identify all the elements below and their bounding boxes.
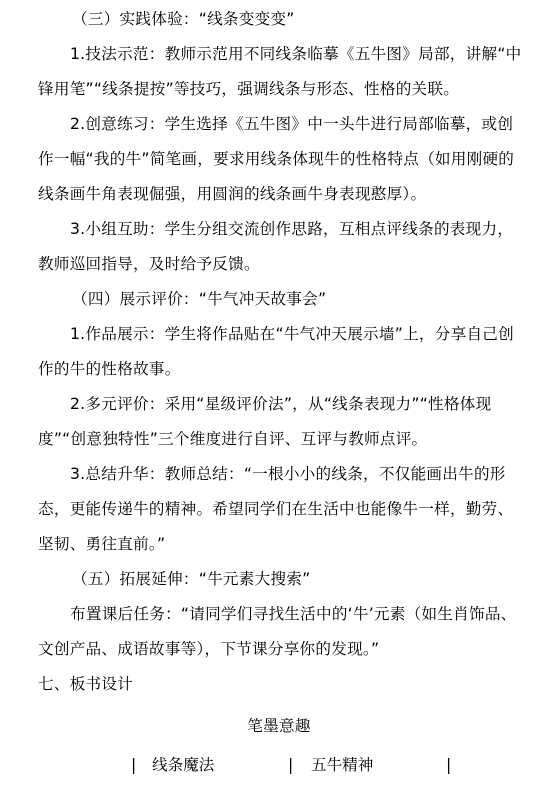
section3-heading: （三）实践体验：“线条变变变” — [72, 10, 295, 28]
board-title: 笔墨意趣 — [247, 717, 311, 735]
section4-item3-line1: 3.总结升华：教师总结：“一根小小的线条，不仅能画出牛的形 — [70, 465, 506, 483]
section3-item1-line1: 1.技法示范：教师示范用不同线条临摹《五牛图》局部，讲解“中 — [70, 45, 522, 63]
board-separator-middle: | — [288, 756, 294, 774]
section4-item3-line3: 坚韧、勇往直前。” — [38, 535, 166, 553]
section5-heading: （五）拓展延伸：“牛元素大搜索” — [72, 570, 311, 588]
board-separator-right: | — [446, 756, 452, 774]
section3-item2-line3: 线条画牛角表现倔强，用圆润的线条画牛身表现憨厚）。 — [38, 185, 427, 203]
section4-item2-line2: 度”“创意独特性”三个维度进行自评、互评与教师点评。 — [38, 430, 428, 448]
section4-item1-line1: 1.作品展示：学生将作品贴在“牛气冲天展示墙”上，分享自己创 — [70, 325, 514, 343]
board-table-row — [0, 752, 558, 778]
section3-item3-line1: 3.小组互助：学生分组交流创作思路，互相点评线条的表现力， — [70, 220, 514, 238]
section7-heading: 七、板书设计 — [38, 675, 134, 693]
section5-line1: 布置课后任务：“请同学们寻找生活中的‘牛’元素（如生肖饰品、 — [70, 605, 517, 623]
section4-heading: （四）展示评价：“牛气冲天故事会” — [72, 290, 327, 308]
section3-item3-line2: 教师巡回指导，及时给予反馈。 — [38, 255, 260, 273]
section4-item1-line2: 作的牛的性格故事。 — [38, 360, 181, 378]
section5-line2: 文创产品、成语故事等），下节课分享你的发现。” — [38, 640, 380, 658]
section3-item2-line2: 作一幅“我的牛”简笔画，要求用线条体现牛的性格特点（如用刚硬的 — [38, 150, 515, 168]
board-cell-five-oxen-spirit: 五牛精神 — [311, 756, 374, 774]
section3-item1-line2: 锋用笔”“线条提按”等技巧，强调线条与形态、性格的关联。 — [38, 80, 460, 98]
board-cell-lines-magic: 线条魔法 — [152, 756, 215, 774]
section3-item2-line1: 2.创意练习：学生选择《五牛图》中一头牛进行局部临摹，或创 — [70, 115, 514, 133]
section4-item2-line1: 2.多元评价：采用“星级评价法”，从“线条表现力”“性格体现 — [70, 395, 492, 413]
section4-item3-line2: 态，更能传递牛的精神。希望同学们在生活中也能像牛一样，勤劳、 — [38, 500, 514, 518]
board-separator-left: | — [131, 756, 137, 774]
